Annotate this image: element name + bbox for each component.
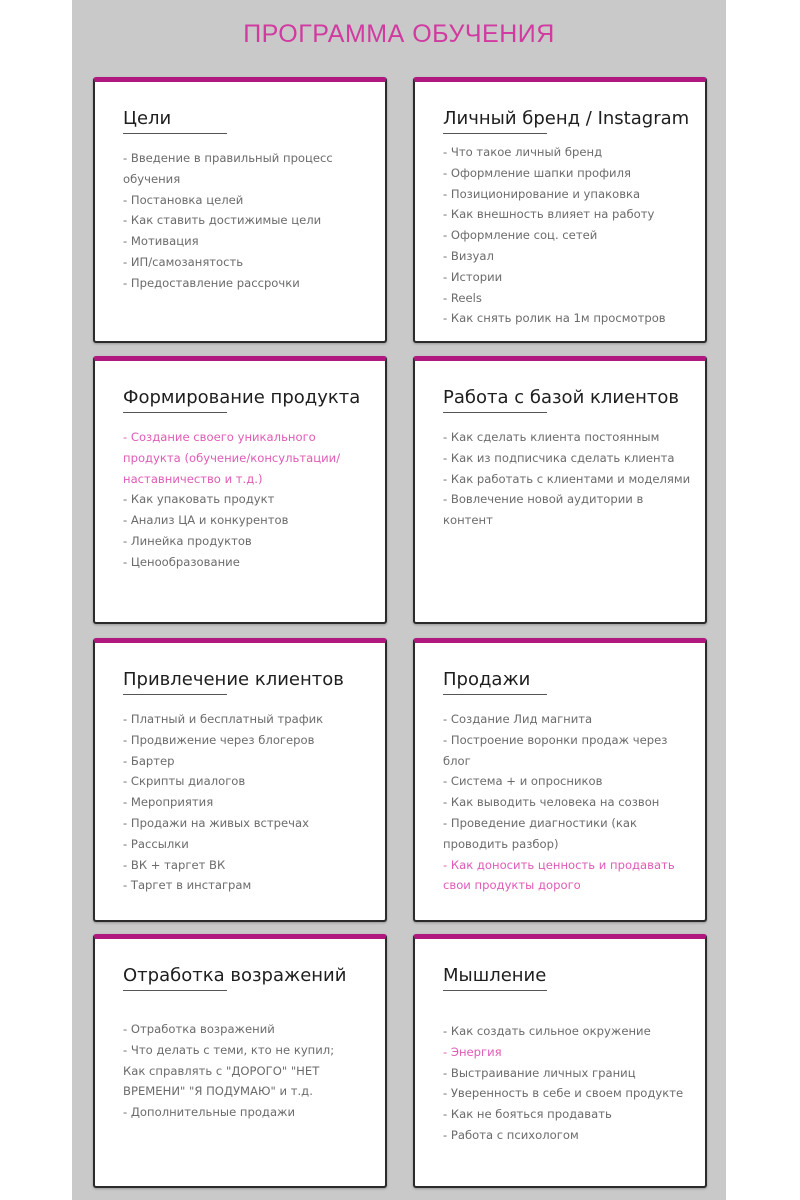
list-item: - Создание своего уникального продукта (обучение/консультации/наставничество и т.д.) <box>123 430 341 486</box>
list-item: - Рассылки <box>123 836 189 851</box>
list-item: - Таргет в инстаграм <box>123 878 252 893</box>
card-title: Привлечение клиентов <box>123 669 344 690</box>
card-title: Работа с базой клиентов <box>443 387 680 408</box>
card-list <box>443 427 691 531</box>
card-list <box>123 709 371 896</box>
list-item: - Продажи на живых встречах <box>123 815 309 830</box>
title-underline <box>443 133 547 134</box>
list-item: - Как из подписчика сделать клиента <box>443 450 675 465</box>
title-underline <box>443 412 547 413</box>
list-item: - Оформление шапки профиля <box>443 165 631 180</box>
card-client-acquisition <box>93 638 387 922</box>
card-list <box>123 148 371 294</box>
list-item: - Визуал <box>443 248 494 263</box>
card-title: Формирование продукта <box>123 387 361 408</box>
list-item: - Введение в правильный процесс обучения <box>123 151 333 186</box>
card-sales <box>413 638 707 922</box>
list-item: - Как ставить достижимые цели <box>123 213 322 228</box>
list-item: - Позиционирование и упаковка <box>443 186 641 201</box>
list-item: Как справлять с "ДОРОГО" "НЕТ ВРЕМЕНИ" "Я ПОДУМАЮ" и т.д. <box>123 1063 320 1099</box>
card-objections <box>93 934 387 1188</box>
page-title: ПРОГРАММА ОБУЧЕНИЯ <box>243 20 555 48</box>
card-title: Отработка возражений <box>123 965 347 986</box>
card-mindset <box>413 934 707 1188</box>
card-product <box>93 356 387 624</box>
list-item: - Истории <box>443 269 503 284</box>
list-item: - Система + и опросников <box>443 774 603 789</box>
list-item: - ВК + таргет ВК <box>123 857 226 872</box>
list-item: - Анализ ЦА и конкурентов <box>123 513 289 528</box>
title-underline <box>123 694 227 695</box>
list-item: - Как создать сильное окружение <box>443 1024 651 1038</box>
list-item: - Как доносить ценность и продавать свои продукты дорого <box>443 857 675 893</box>
list-item: - ИП/самозанятость <box>123 254 244 269</box>
list-item: - Скрипты диалогов <box>123 774 246 789</box>
card-list <box>443 709 691 896</box>
list-item: - Оформление соц. сетей <box>443 228 598 243</box>
list-item: - Как выводить человека на созвон <box>443 795 660 810</box>
list-item: - Как снять ролик на 1м просмотров <box>443 311 666 326</box>
list-item: - Что делать с теми, кто не купил; <box>123 1042 335 1057</box>
card-title: Цели <box>123 108 172 129</box>
list-item: - Мотивация <box>123 234 199 249</box>
list-item: - Отработка возражений <box>123 1022 275 1036</box>
list-item: - Линейка продуктов <box>123 533 252 548</box>
title-underline <box>443 990 547 991</box>
card-goals <box>93 77 387 343</box>
list-item: - Проведение диагностики (как проводить разбор) <box>443 815 638 851</box>
list-item: - Энергия <box>443 1044 502 1059</box>
card-title: Продажи <box>443 669 531 690</box>
card-personal-brand <box>413 77 707 343</box>
list-item: - Построение воронки продаж через блог <box>443 732 668 768</box>
list-item: - Ценообразование <box>123 554 240 569</box>
title-underline <box>443 694 547 695</box>
title-underline <box>123 412 227 413</box>
list-item: - Предоставление рассрочки <box>123 275 300 290</box>
card-list <box>443 1021 691 1146</box>
list-item: - Мероприятия <box>123 795 214 810</box>
list-item: - Постановка целей <box>123 192 244 207</box>
list-item: - Как сделать клиента постоянным <box>443 430 660 444</box>
list-item: - Продвижение через блогеров <box>123 732 315 747</box>
list-item: - Работа с психологом <box>443 1127 579 1142</box>
card-list <box>123 1019 371 1123</box>
list-item: - Как внешность влияет на работу <box>443 207 655 222</box>
card-list <box>443 142 691 329</box>
list-item: - Как упаковать продукт <box>123 492 275 507</box>
list-item: - Как работать с клиентами и моделями <box>443 471 691 486</box>
list-item: - Платный и бесплатный трафик <box>123 712 324 726</box>
card-title: Мышление <box>443 965 547 986</box>
list-item: - Как не бояться продавать <box>443 1107 612 1122</box>
list-item: - Создание Лид магнита <box>443 712 593 726</box>
list-item: - Reels <box>443 290 482 305</box>
card-list <box>123 427 371 573</box>
title-underline <box>123 990 227 991</box>
title-underline <box>123 133 227 134</box>
list-item: - Бартер <box>123 753 175 768</box>
list-item: - Дополнительные продажи <box>123 1105 296 1120</box>
card-title: Личный бренд / Instagram <box>443 108 690 129</box>
list-item: - Вовлечение новой аудитории в контент <box>443 492 644 528</box>
list-item: - Выстраивание личных границ <box>443 1065 636 1080</box>
list-item: - Уверенность в себе и своем продукте <box>443 1086 684 1101</box>
list-item: - Что такое личный бренд <box>443 145 603 159</box>
card-client-base <box>413 356 707 624</box>
